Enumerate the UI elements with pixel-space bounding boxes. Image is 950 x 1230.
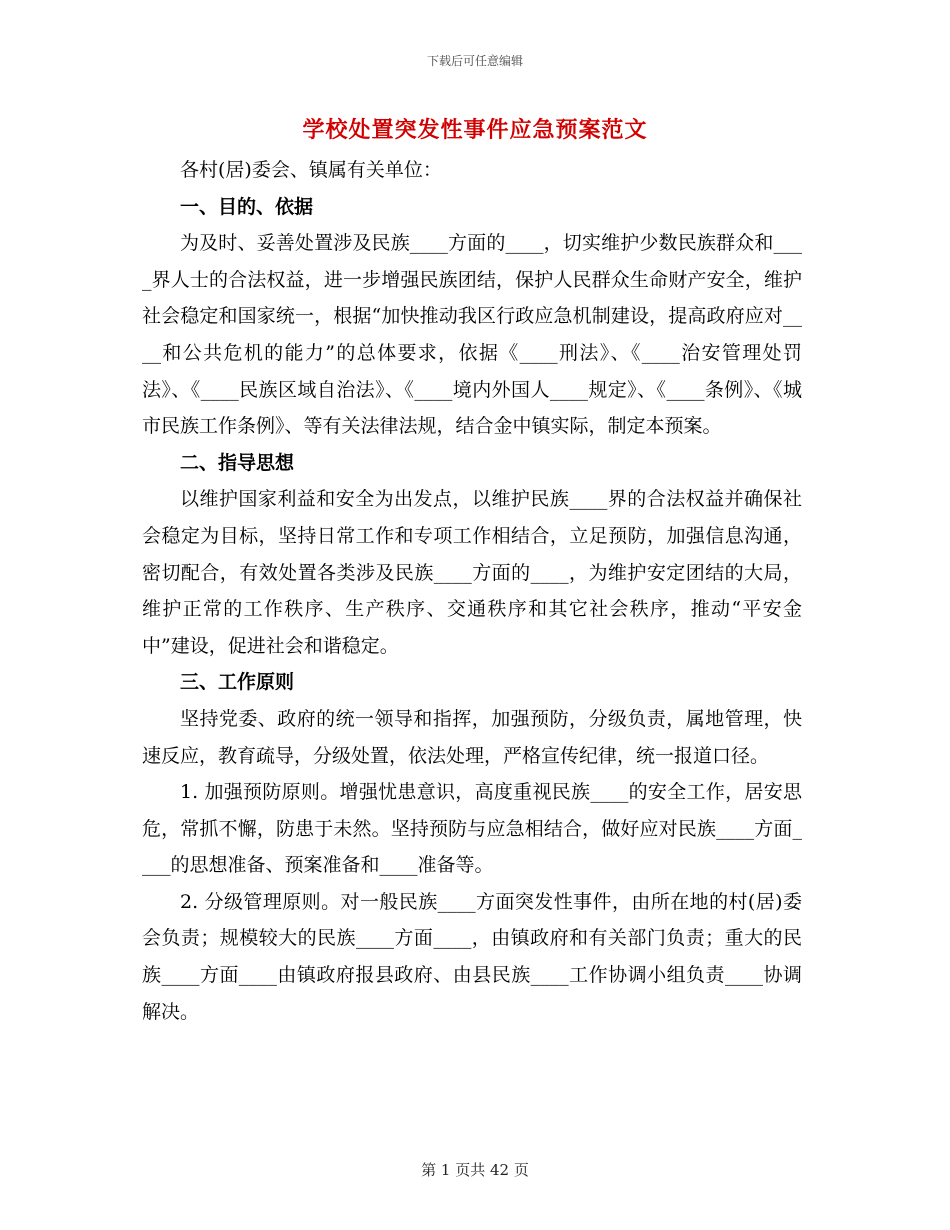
section-heading-principles: 三、工作原则: [180, 671, 295, 694]
principle-item-graded-management: 2. 分级管理原则。对一般民族____方面突发性事件，由所在地的村(居)委会负责；规模较大的民族____方面____，由镇政府和有关部门负责；重大的民族____方面____由镇政府报县政府、由县民族____工作协调小组负责____协调解决。: [142, 890, 802, 1023]
document-body: [142, 152, 802, 1030]
purpose-paragraph: 为及时、妥善处置涉及民族____方面的____，切实维护少数民族群众和____界人士的合法权益，进一步增强民族团结，保护人民群众生命财产安全，维护社会稳定和国家统一，根据“加快推动我区行政应急机制建设，提高政府应对____和公共危机的能力”的总体要求，依据《____刑法》、《____治安管理处罚法》、《____民族区域自治法》、《____境内外国人____规定》、《____条例》、《城市民族工作条例》、等有关法律法规，结合金中镇实际，制定本预案。: [142, 232, 802, 438]
guiding-thought-paragraph: 以维护国家利益和安全为出发点，以维护民族____界的合法权益并确保社会稳定为目标，坚持日常工作和专项工作相结合，立足预防，加强信息沟通，密切配合，有效处置各类涉及民族____方面的____，为维护安定团结的大局，维护正常的工作秩序、生产秩序、交通秩序和其它社会秩序，推动“平安金中”建设，促进社会和谐稳定。: [142, 488, 802, 657]
principle-item-prevention: 1. 加强预防原则。增强忧患意识，高度重视民族____的安全工作，居安思危，常抓不懈，防患于未然。坚持预防与应急相结合，做好应对民族____方面____的思想准备、预案准备和____准备等。: [142, 781, 802, 877]
section-heading-guiding-thought: 二、指导思想: [180, 451, 295, 474]
section-heading-purpose: 一、目的、依据: [180, 195, 314, 218]
page-header-note: 下载后可任意编辑: [426, 54, 523, 68]
salutation-paragraph: 各村(居)委会、镇属有关单位：: [180, 159, 442, 181]
document-title: 学校处置突发性事件应急预案范文: [302, 118, 648, 143]
page-footer: 第 1 页共 42 页: [421, 1161, 529, 1179]
principles-paragraph: 坚持党委、政府的统一领导和指挥，加强预防，分级负责，属地管理，快速反应，教育疏导，分级处置，依法处理，严格宣传纪律，统一报道口径。: [142, 707, 802, 767]
